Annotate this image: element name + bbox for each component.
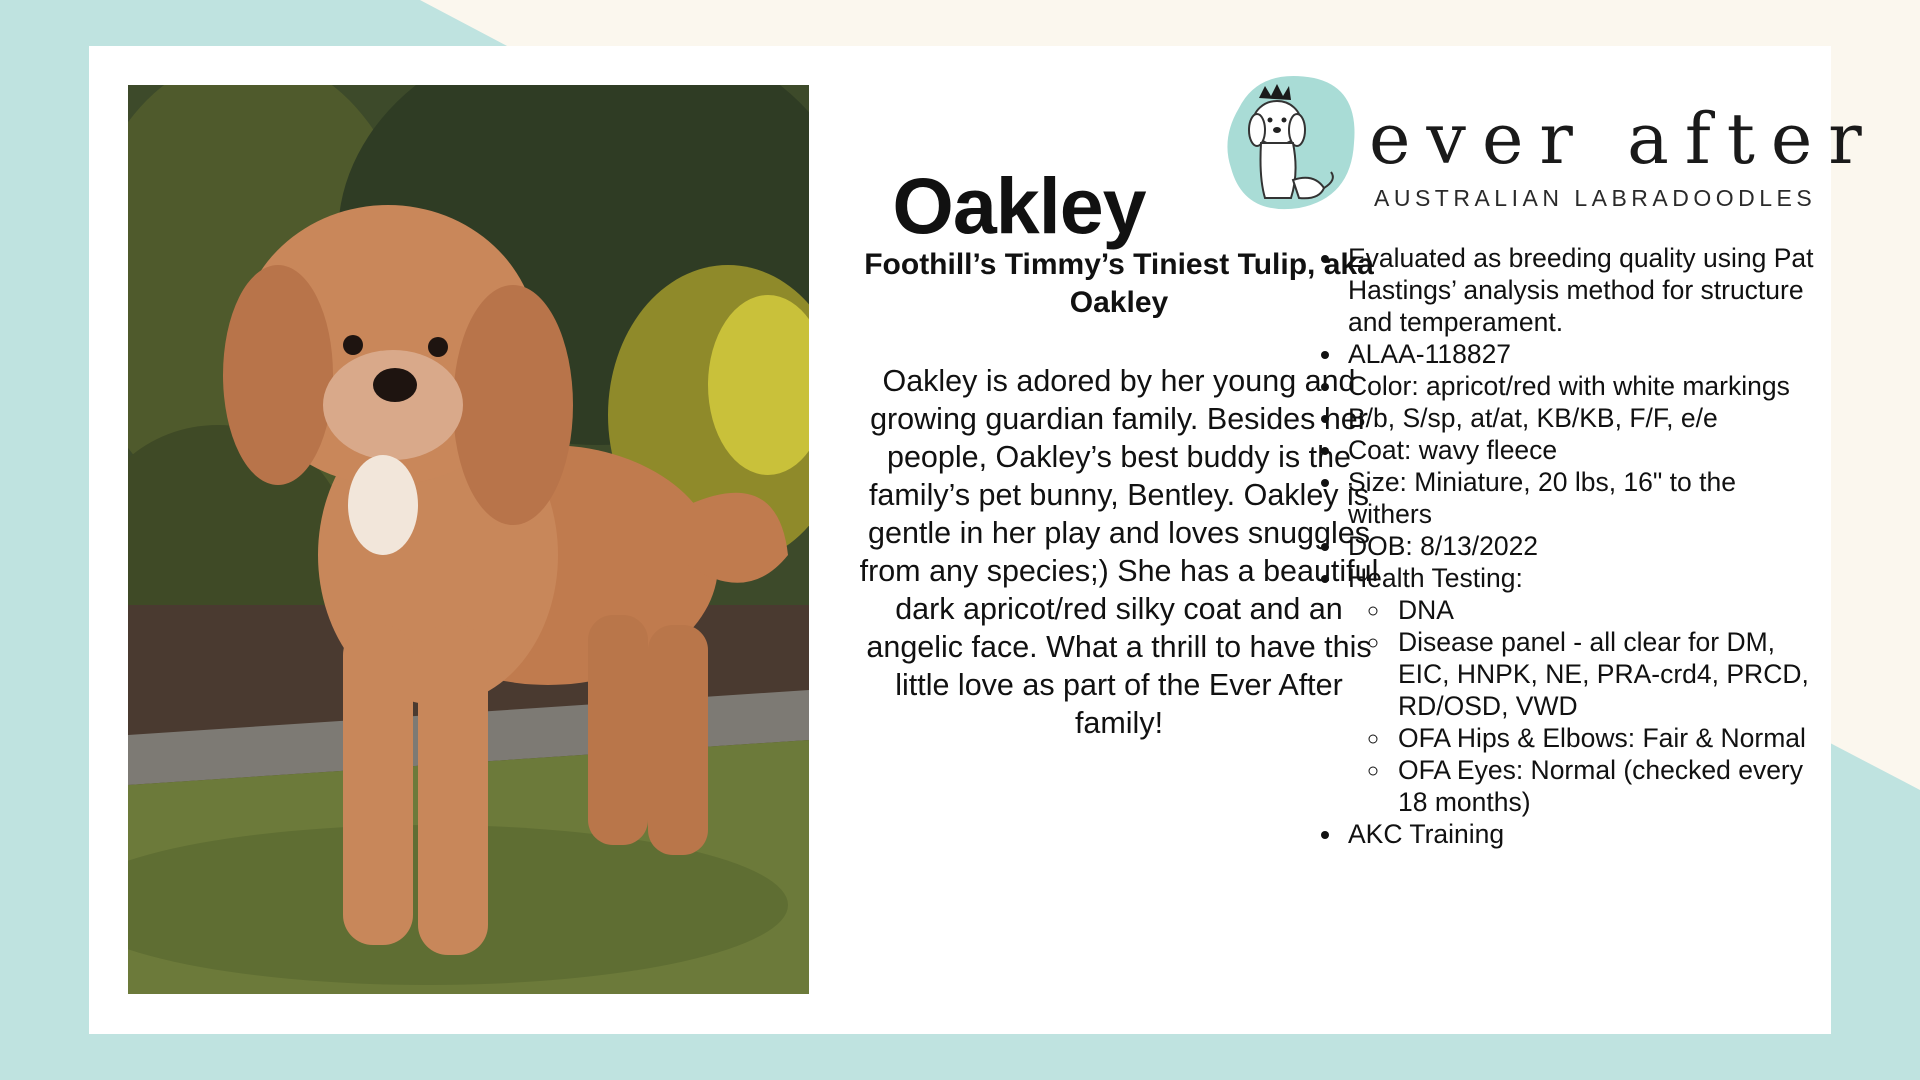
registered-name: Foothill’s Timmy’s Tiniest Tulip, aka Oakley xyxy=(864,248,1374,319)
dog-photo-illustration xyxy=(128,85,809,994)
health-testing-list xyxy=(1348,594,1814,818)
fact-item: • B/b, S/sp, at/at, KB/KB, F/F, e/e xyxy=(1344,402,1814,434)
brand-tagline: AUSTRALIAN LABRADOODLES xyxy=(1374,185,1817,211)
fact-item: • ALAA-118827 xyxy=(1344,338,1814,370)
fact-item: • Evaluated as breeding quality using Pat Hastings’ analysis method for structure and temperament. xyxy=(1344,242,1814,338)
description-column xyxy=(859,246,1379,742)
health-item: ◦ DNA xyxy=(1392,594,1814,626)
health-item: ◦ OFA Hips & Elbows: Fair & Normal xyxy=(1392,722,1814,754)
health-item: ◦ OFA Eyes: Normal (checked every 18 months) xyxy=(1392,754,1814,818)
health-item: ◦ Disease panel - all clear for DM, EIC, HNPK, NE, PRA-crd4, PRCD, RD/OSD, VWD xyxy=(1392,626,1814,722)
dog-photo xyxy=(128,85,809,994)
fact-item: • DOB: 8/13/2022 xyxy=(1344,530,1814,562)
facts-list xyxy=(1314,242,1814,850)
labradoodle-with-crown-icon xyxy=(1219,68,1359,218)
brand-wordmark: ever after xyxy=(1369,98,1878,180)
fact-item-health xyxy=(1344,562,1814,818)
profile-card xyxy=(89,46,1878,1034)
dog-name: Oakley xyxy=(892,161,1146,250)
facts-column xyxy=(1314,242,1814,850)
health-testing-label: Health Testing: xyxy=(1348,563,1523,593)
fact-item: • Size: Miniature, 20 lbs, 16" to the withers xyxy=(1344,466,1814,530)
brand-logo xyxy=(1219,68,1878,218)
fact-item: • AKC Training xyxy=(1344,818,1814,850)
bio-text: Oakley is adored by her young and growing guardian family. Besides her people, Oakley’s best buddy is the family’s pet bunny, Bentley. Oakley is gentle in her play and loves snuggles from any species;) She has a beautiful dark apricot/red silky coat and an angelic face. What a thrill to have this little love as part of the Ever After family! xyxy=(859,364,1379,740)
fact-item: • Coat: wavy fleece xyxy=(1344,434,1814,466)
fact-item: • Color: apricot/red with white markings xyxy=(1344,370,1814,402)
